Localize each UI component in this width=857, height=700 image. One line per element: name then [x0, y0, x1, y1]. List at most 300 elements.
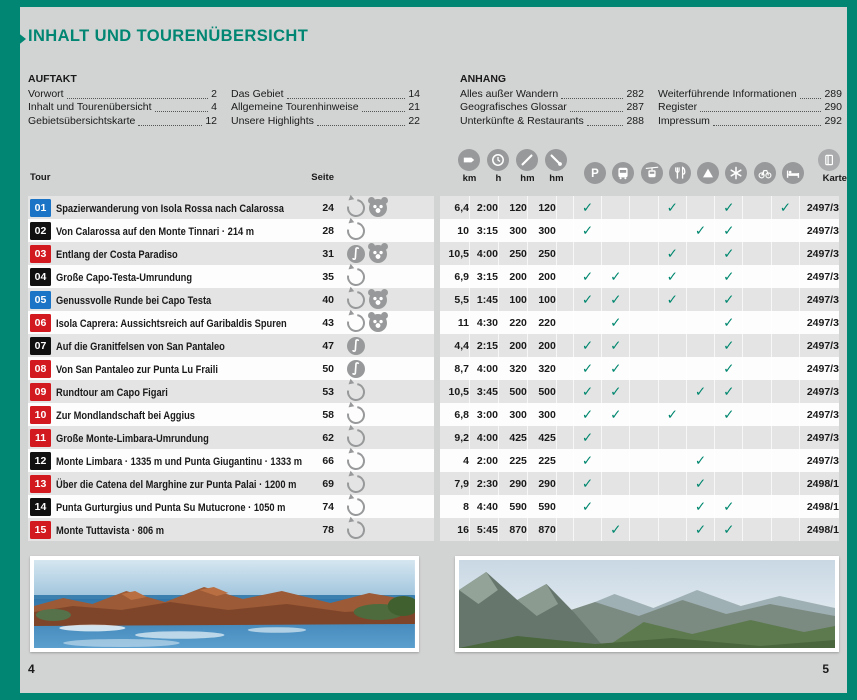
hm-up-label: hm: [520, 173, 535, 184]
cablecar-check: [629, 265, 657, 288]
route-icon: ∫: [347, 360, 365, 378]
ascent-value: 500: [498, 380, 527, 403]
bus-check: ✓: [601, 380, 629, 403]
bus-check: ✓: [601, 357, 629, 380]
restaurant-check: ✓: [658, 196, 686, 219]
column-gap: [556, 357, 573, 380]
descent-value: 320: [527, 357, 556, 380]
toc-item: [231, 115, 420, 129]
tour-stats: [440, 495, 839, 518]
column-gap: [556, 403, 573, 426]
bed-check: [771, 518, 799, 541]
toc-heading-anhang: ANHANG: [460, 73, 507, 85]
bicycle-check: [742, 449, 770, 472]
karte-value: 2497/3: [799, 242, 839, 265]
duration-value: 3:45: [469, 380, 498, 403]
tour-type-icons: [334, 199, 434, 217]
column-gap: [556, 219, 573, 242]
column-gap: [556, 380, 573, 403]
tour-number-badge: 12: [30, 452, 51, 470]
bicycle-check: [742, 334, 770, 357]
km-value: 9,2: [454, 431, 469, 444]
snowflake-check: ✓: [714, 196, 742, 219]
tour-page: 40: [322, 293, 334, 306]
restaurant-check: [658, 380, 686, 403]
column-gap: [556, 288, 573, 311]
toc-item: [231, 88, 420, 102]
tour-number-badge: 03: [30, 245, 51, 263]
parking-check: ✓: [573, 380, 601, 403]
restaurant-check: ✓: [658, 403, 686, 426]
bus-check: [601, 449, 629, 472]
table-row: [28, 426, 839, 449]
bed-check: [771, 242, 799, 265]
toc-item-label: Weiterführende Informationen: [658, 87, 797, 100]
column-gap: [556, 495, 573, 518]
tour-title: Isola Caprera: Aussichtsreich auf Garibaldis Spuren: [56, 317, 287, 330]
page-title: INHALT UND TOURENÜBERSICHT: [28, 27, 309, 45]
tour-title: Rundtour am Capo Figari: [56, 386, 168, 399]
toc-section-anhang: [460, 73, 842, 128]
family-icon: [369, 199, 387, 217]
parking-check: ✓: [573, 426, 601, 449]
bicycle-check: [742, 265, 770, 288]
parking-check: ✓: [573, 288, 601, 311]
karte-value: 2497/3: [799, 449, 839, 472]
auftakt-col2: [231, 88, 420, 129]
km-value: 16: [457, 523, 469, 536]
descent-value: 100: [527, 288, 556, 311]
km-value: 4: [463, 454, 469, 467]
toc-item: [460, 101, 644, 115]
descent-icon: [545, 149, 567, 171]
snowflake-check: ✓: [714, 265, 742, 288]
cablecar-check: [629, 288, 657, 311]
toc-item-label: Register: [658, 101, 698, 113]
tour-number-badge: 15: [30, 521, 51, 539]
parking-check: ✓: [573, 265, 601, 288]
km-value: 8,7: [454, 362, 469, 375]
bed-check: [771, 380, 799, 403]
toc-section-auftakt: [28, 73, 420, 128]
tour-title: Zur Mondlandschaft bei Aggius: [56, 409, 195, 422]
loop-icon: [343, 471, 368, 496]
svg-text:P: P: [591, 168, 599, 180]
bus-check: [601, 472, 629, 495]
bed-check: [771, 426, 799, 449]
snowflake-check: [714, 426, 742, 449]
tour-page: 78: [322, 523, 334, 536]
tour-page: 69: [322, 477, 334, 490]
snowflake-check: ✓: [714, 380, 742, 403]
tour-page: 53: [322, 385, 334, 398]
column-gap: [556, 426, 573, 449]
column-gap: [556, 196, 573, 219]
bus-check: ✓: [601, 288, 629, 311]
tour-title: Entlang der Costa Paradiso: [56, 248, 178, 261]
tour-page: 43: [322, 316, 334, 329]
table-row: [28, 357, 839, 380]
toc-item-page: 282: [626, 87, 644, 100]
ascent-value: 590: [498, 495, 527, 518]
tour-stats: [440, 334, 839, 357]
tour-stats: [440, 403, 839, 426]
cablecar-check: [629, 196, 657, 219]
tour-type-icons: [334, 337, 434, 355]
km-value: 10,5: [448, 385, 469, 398]
toc-leader-dots: [67, 98, 209, 99]
tour-number-badge: 10: [30, 406, 51, 424]
duration-value: 4:40: [469, 495, 498, 518]
family-icon: [369, 314, 387, 332]
toc-item-label: Unsere Highlights: [231, 114, 314, 127]
tour-stats: [440, 288, 839, 311]
tour-type-icons: [334, 222, 434, 240]
column-gap: [556, 449, 573, 472]
bicycle-check: [742, 288, 770, 311]
book-spread: [20, 7, 847, 693]
bus-check: ✓: [601, 265, 629, 288]
loop-icon: [343, 310, 368, 335]
h-label: h: [495, 173, 502, 184]
toc-item-label: Unterkünfte & Restaurants: [460, 114, 584, 127]
karte-value: 2497/3: [799, 357, 839, 380]
bicycle-check: [742, 357, 770, 380]
toc-item-label: Allgemeine Tourenhinweise: [231, 101, 359, 113]
restaurant-check: [658, 426, 686, 449]
restaurant-check: ✓: [658, 265, 686, 288]
bicycle-check: [742, 380, 770, 403]
bed-check: [771, 403, 799, 426]
mountain-peak-check: [686, 311, 714, 334]
descent-value: 590: [527, 495, 556, 518]
bicycle-check: [742, 472, 770, 495]
tour-page: 50: [322, 362, 334, 375]
tour-stats: [440, 311, 839, 334]
parking-check: ✓: [573, 334, 601, 357]
tour-stats: [440, 518, 839, 541]
karte-value: 2497/3: [799, 219, 839, 242]
bed-check: [771, 311, 799, 334]
tour-number-badge: 14: [30, 498, 51, 516]
mountain-peak-check: ✓: [686, 495, 714, 518]
bus-check: [601, 426, 629, 449]
cablecar-check: [629, 426, 657, 449]
mountain-peak-check: [686, 357, 714, 380]
tour-page: 58: [322, 408, 334, 421]
tour-title: Auf die Granitfelsen von San Pantaleo: [56, 340, 225, 353]
parking-check: ✓: [573, 219, 601, 242]
mountain-peak-check: ✓: [686, 472, 714, 495]
snowflake-check: ✓: [714, 357, 742, 380]
snowflake-check: ✓: [714, 334, 742, 357]
toc-item: [658, 88, 842, 102]
restaurant-check: [658, 311, 686, 334]
tour-number-badge: 04: [30, 268, 51, 286]
tour-number-badge: 01: [30, 199, 51, 217]
snowflake-check: ✓: [714, 403, 742, 426]
tour-title: Monte Tuttavista · 806 m: [56, 524, 165, 537]
tour-page: 74: [322, 500, 334, 513]
toc-item-label: Gebietsübersichtskarte: [28, 114, 136, 127]
loop-icon: [343, 379, 368, 404]
toc-item-page: 2: [211, 87, 217, 100]
tour-title: Punta Gurturgius und Punta Su Mutucrone · 1050 m: [56, 501, 286, 514]
table-row: [28, 380, 839, 403]
table-row: [28, 518, 839, 541]
ascent-value: 290: [498, 472, 527, 495]
toc-item: [460, 115, 644, 129]
karte-value: 2497/3: [799, 265, 839, 288]
snowflake-check: ✓: [714, 518, 742, 541]
toc-item: [658, 101, 842, 115]
toc-item-page: 289: [824, 87, 842, 100]
tour-page: 31: [322, 247, 334, 260]
tour-type-icons: [334, 406, 434, 424]
bicycle-icon: [754, 162, 776, 184]
bed-check: [771, 288, 799, 311]
column-gap: [556, 472, 573, 495]
bed-check: [771, 357, 799, 380]
cablecar-check: [629, 334, 657, 357]
column-gap: [556, 265, 573, 288]
descent-value: 250: [527, 242, 556, 265]
table-header: [28, 137, 847, 184]
tour-type-icons: [334, 521, 434, 539]
bicycle-check: [742, 242, 770, 265]
loop-icon: [343, 425, 368, 450]
descent-value: 300: [527, 403, 556, 426]
ascent-value: 100: [498, 288, 527, 311]
mountain-peak-check: [686, 242, 714, 265]
right-page-number: 5: [822, 662, 829, 676]
ascent-icon: [516, 149, 538, 171]
parking-check: ✓: [573, 472, 601, 495]
karte-column-header: Karte: [822, 173, 847, 184]
loop-icon: [343, 517, 368, 542]
karte-value: 2497/3: [799, 196, 839, 219]
restaurant-check: [658, 495, 686, 518]
toc-item-label: Impressum: [658, 114, 710, 127]
bus-icon: [612, 162, 634, 184]
family-icon: [369, 245, 387, 263]
restaurant-check: [658, 472, 686, 495]
tour-type-icons: [334, 452, 434, 470]
restaurant-icon: [669, 162, 691, 184]
parking-check: ✓: [573, 357, 601, 380]
duration-value: 2:00: [469, 449, 498, 472]
karte-value: 2497/3: [799, 426, 839, 449]
table-row: [28, 242, 839, 265]
table-row: [28, 288, 839, 311]
duration-value: 1:45: [469, 288, 498, 311]
toc-item: [231, 101, 420, 115]
km-value: 10: [457, 224, 469, 237]
duration-value: 4:00: [469, 357, 498, 380]
tour-number-badge: 13: [30, 475, 51, 493]
bicycle-check: [742, 311, 770, 334]
loop-icon: [343, 494, 368, 519]
parking-check: [573, 242, 601, 265]
mountain-peak-check: ✓: [686, 449, 714, 472]
descent-value: 500: [527, 380, 556, 403]
restaurant-check: [658, 449, 686, 472]
tour-type-icons: [334, 429, 434, 447]
tour-title: Von Calarossa auf den Monte Tinnari · 214 m: [56, 225, 255, 238]
ascent-value: 870: [498, 518, 527, 541]
ascent-value: 320: [498, 357, 527, 380]
restaurant-check: ✓: [658, 242, 686, 265]
left-page-number: 4: [28, 662, 35, 676]
ascent-value: 225: [498, 449, 527, 472]
mountain-peak-check: [686, 334, 714, 357]
tour-number-badge: 06: [30, 314, 51, 332]
toc-item-page: 290: [824, 101, 842, 113]
km-value: 8: [463, 500, 469, 513]
cablecar-check: [629, 403, 657, 426]
bed-icon: [782, 162, 804, 184]
tour-type-icons: [334, 245, 434, 263]
parking-check: [573, 518, 601, 541]
photo-strip: [28, 556, 839, 652]
toc-item-label: Das Gebiet: [231, 87, 284, 100]
toc-item: [460, 88, 644, 102]
toc-leader-dots: [561, 98, 623, 99]
restaurant-check: [658, 219, 686, 242]
toc-leader-dots: [713, 125, 822, 126]
descent-value: 200: [527, 265, 556, 288]
bicycle-check: [742, 196, 770, 219]
km-value: 7,9: [454, 477, 469, 490]
ascent-value: 300: [498, 219, 527, 242]
descent-value: 870: [527, 518, 556, 541]
loop-icon: [343, 195, 368, 220]
km-value: 5,5: [454, 293, 469, 306]
mountain-peak-check: ✓: [686, 518, 714, 541]
tour-stats: [440, 426, 839, 449]
tour-type-icons: [334, 291, 434, 309]
km-value: 4,4: [454, 339, 469, 352]
bus-check: ✓: [601, 334, 629, 357]
toc-item: [28, 115, 217, 129]
karte-value: 2498/1: [799, 495, 839, 518]
tour-title: Große Capo-Testa-Umrundung: [56, 271, 193, 284]
toc-leader-dots: [700, 111, 821, 112]
km-value: 10,5: [448, 247, 469, 260]
tour-type-icons: [334, 475, 434, 493]
hm-down-label: hm: [549, 173, 564, 184]
km-value: 6,8: [454, 408, 469, 421]
parking-check: ✓: [573, 495, 601, 518]
photo-mountain-panorama: [455, 556, 839, 652]
duration-value: 5:45: [469, 518, 498, 541]
descent-value: 120: [527, 196, 556, 219]
toc-item-label: Vorwort: [28, 87, 64, 100]
toc-heading-auftakt: AUFTAKT: [28, 73, 77, 85]
duration-value: 3:00: [469, 403, 498, 426]
tour-number-badge: 08: [30, 360, 51, 378]
mountain-peak-check: [686, 403, 714, 426]
anhang-col1: [460, 88, 644, 129]
column-gap: [556, 334, 573, 357]
karte-value: 2497/3: [799, 288, 839, 311]
duration-value: 3:15: [469, 265, 498, 288]
duration-value: 4:30: [469, 311, 498, 334]
ascent-value: 220: [498, 311, 527, 334]
toc-item-label: Inhalt und Tourenübersicht: [28, 101, 152, 113]
bed-check: [771, 219, 799, 242]
restaurant-check: ✓: [658, 288, 686, 311]
tour-number-badge: 09: [30, 383, 51, 401]
tour-stats: [440, 380, 839, 403]
cablecar-check: [629, 242, 657, 265]
loop-icon: [343, 218, 368, 243]
bed-check: [771, 472, 799, 495]
table-row: [28, 495, 839, 518]
toc-leader-dots: [570, 111, 624, 112]
toc-item-page: 288: [626, 114, 644, 127]
auftakt-col1: [28, 88, 217, 129]
karte-value: 2498/1: [799, 518, 839, 541]
toc-item: [658, 115, 842, 129]
parking-icon: [584, 162, 606, 184]
karte-value: 2497/3: [799, 311, 839, 334]
tour-stats: [440, 265, 839, 288]
tour-number-badge: 11: [30, 429, 51, 447]
column-gap: [556, 242, 573, 265]
cablecar-check: [629, 495, 657, 518]
tour-stats: [440, 242, 839, 265]
ascent-value: 425: [498, 426, 527, 449]
tour-stats: [440, 196, 839, 219]
tour-stats: [440, 472, 839, 495]
toc-leader-dots: [287, 98, 406, 99]
ascent-value: 200: [498, 334, 527, 357]
snowflake-check: ✓: [714, 242, 742, 265]
toc-item-page: 12: [205, 114, 217, 127]
descent-value: 200: [527, 334, 556, 357]
parking-check: [573, 311, 601, 334]
descent-value: 290: [527, 472, 556, 495]
photo-coastal-landscape: [30, 556, 419, 652]
snowflake-check: [714, 449, 742, 472]
loop-icon: [343, 402, 368, 427]
karte-value: 2498/1: [799, 472, 839, 495]
bed-check: [771, 265, 799, 288]
duration-value: 2:00: [469, 196, 498, 219]
snowflake-check: ✓: [714, 288, 742, 311]
tour-column-header: Tour: [30, 172, 51, 183]
duration-value: 2:15: [469, 334, 498, 357]
route-icon: ∫: [347, 337, 365, 355]
km-value: 6,4: [454, 201, 469, 214]
snowflake-check: ✓: [714, 495, 742, 518]
toc-item-page: 4: [211, 101, 217, 113]
table-row: [28, 196, 839, 219]
bus-check: ✓: [601, 518, 629, 541]
loop-icon: [343, 287, 368, 312]
tour-stats: [440, 357, 839, 380]
tour-type-icons: [334, 498, 434, 516]
mountain-peak-check: [686, 196, 714, 219]
toc-leader-dots: [800, 98, 822, 99]
restaurant-check: [658, 518, 686, 541]
bus-check: [601, 196, 629, 219]
bicycle-check: [742, 495, 770, 518]
tour-stats: [440, 219, 839, 242]
tour-type-icons: [334, 314, 434, 332]
parking-check: ✓: [573, 449, 601, 472]
